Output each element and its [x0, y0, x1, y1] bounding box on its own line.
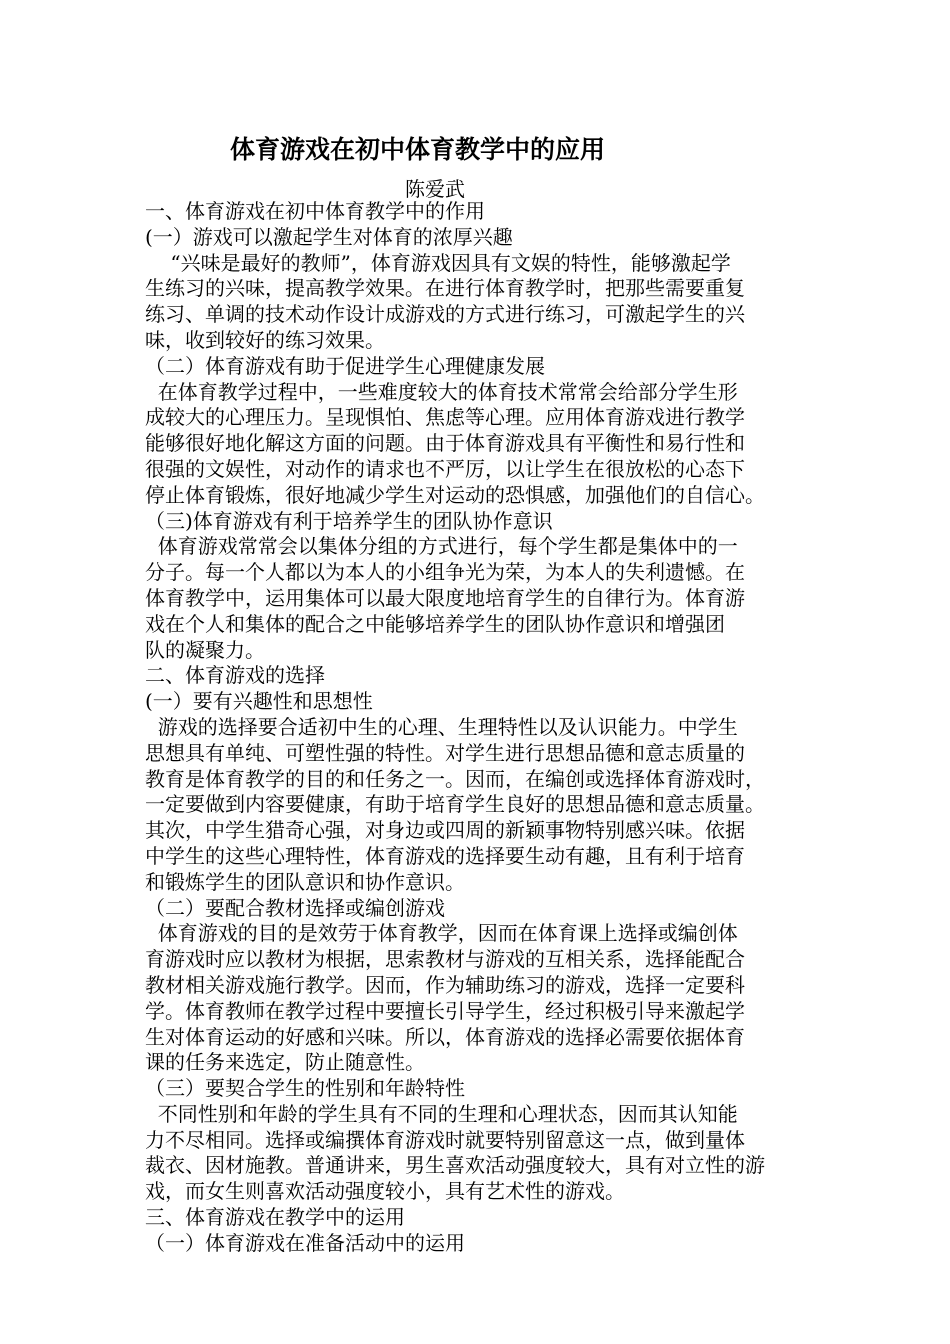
text-line: 体育教学中，运用集体可以最大限度地培育学生的自律行为。体育游 [145, 585, 745, 610]
text-line: 戏在个人和集体的配合之中能够培养学生的团队协作意识和增强团 [145, 611, 725, 636]
document-title: 体育游戏在初中体育教学中的应用 [230, 135, 606, 164]
text-line: 味，收到较好的练习效果。 [145, 327, 385, 352]
document-body [145, 199, 810, 1257]
text-line: 思想具有单纯、可塑性强的特性。对学生进行思想品德和意志质量的 [145, 740, 745, 765]
text-line: （三)体育游戏有利于培养学生的团队协作意识 [145, 508, 553, 533]
text-line: 很强的文娱性，对动作的请求也不严厉，以让学生在很放松的心态下 [145, 456, 745, 481]
text-line: 一、体育游戏在初中体育教学中的作用 [145, 199, 485, 223]
text-line: (一）游戏可以激起学生对体育的浓厚兴趣 [145, 224, 513, 249]
text-line: 二、体育游戏的选择 [145, 663, 325, 688]
text-line: 其次，中学生猎奇心强，对身边或四周的新颖事物特别感兴味。依据 [145, 818, 745, 843]
text-line: 在体育教学过程中，一些难度较大的体育技术常常会给部分学生形 [145, 379, 738, 404]
text-line: 游戏的选择要合适初中生的心理、生理特性以及认识能力。中学生 [145, 714, 738, 739]
text-line: 分子。每一个人都以为本人的小组争光为荣，为本人的失利遗憾。在 [145, 560, 745, 585]
text-line: （三）要契合学生的性别和年龄特性 [145, 1076, 465, 1101]
text-line: 生对体育运动的好感和兴味。所以，体育游戏的选择必需要依据体育 [145, 1024, 745, 1049]
text-line: 体育游戏的目的是效劳于体育教学，因而在体育课上选择或编创体 [145, 921, 738, 946]
text-line: （一）体育游戏在准备活动中的运用 [145, 1230, 465, 1255]
text-line: “兴味是最好的教师”，体育游戏因具有文娱的特性，能够激起学 [145, 250, 731, 275]
text-line: 生练习的兴味，提高教学效果。在进行体育教学时，把那些需要重复 [145, 276, 745, 301]
document-author: 陈爱武 [405, 177, 465, 201]
text-line: 中学生的这些心理特性，体育游戏的选择要生动有趣，且有利于培育 [145, 843, 745, 868]
text-line: 停止体育锻炼，很好地减少学生对运动的恐惧感，加强他们的自信心。 [145, 482, 765, 507]
text-line: 育游戏时应以教材为根据，思索教材与游戏的互相关系，选择能配合 [145, 947, 745, 972]
text-line: 三、体育游戏在教学中的运用 [145, 1205, 405, 1230]
text-line: 一定要做到内容要健康，有助于培育学生良好的思想品德和意志质量。 [145, 792, 765, 817]
text-line: （二）要配合教材选择或编创游戏 [145, 895, 445, 920]
text-line: 不同性别和年龄的学生具有不同的生理和心理状态，因而其认知能 [145, 1101, 738, 1126]
text-line: 能够很好地化解这方面的问题。由于体育游戏具有平衡性和易行性和 [145, 431, 745, 456]
text-line: 体育游戏常常会以集体分组的方式进行，每个学生都是集体中的一 [145, 534, 738, 559]
text-line: (一）要有兴趣性和思想性 [145, 689, 373, 714]
text-line: 和锻炼学生的团队意识和协作意识。 [145, 869, 465, 894]
text-line: 裁衣、因材施教。普通讲来，男生喜欢活动强度较大，具有对立性的游 [145, 1153, 765, 1178]
text-line: 力不尽相同。选择或编撰体育游戏时就要特别留意这一点，做到量体 [145, 1127, 745, 1152]
text-line: 教材相关游戏施行教学。因而，作为辅助练习的游戏，选择一定要科 [145, 972, 745, 997]
text-line: 成较大的心理压力。呈现惧怕、焦虑等心理。应用体育游戏进行教学 [145, 405, 745, 430]
text-line: 学。体育教师在教学过程中要擅长引导学生，经过积极引导来激起学 [145, 998, 745, 1023]
text-line: 教育是体育教学的目的和任务之一。因而，在编创或选择体育游戏时， [145, 766, 765, 791]
text-line: （二）体育游戏有助于促进学生心理健康发展 [145, 353, 545, 378]
text-line: 队的凝聚力。 [145, 637, 265, 662]
text-line: 课的任务来选定，防止随意性。 [145, 1050, 425, 1075]
text-line: 戏，而女生则喜欢活动强度较小，具有艺术性的游戏。 [145, 1179, 625, 1204]
text-line: 练习、单调的技术动作设计成游戏的方式进行练习，可激起学生的兴 [145, 302, 745, 327]
